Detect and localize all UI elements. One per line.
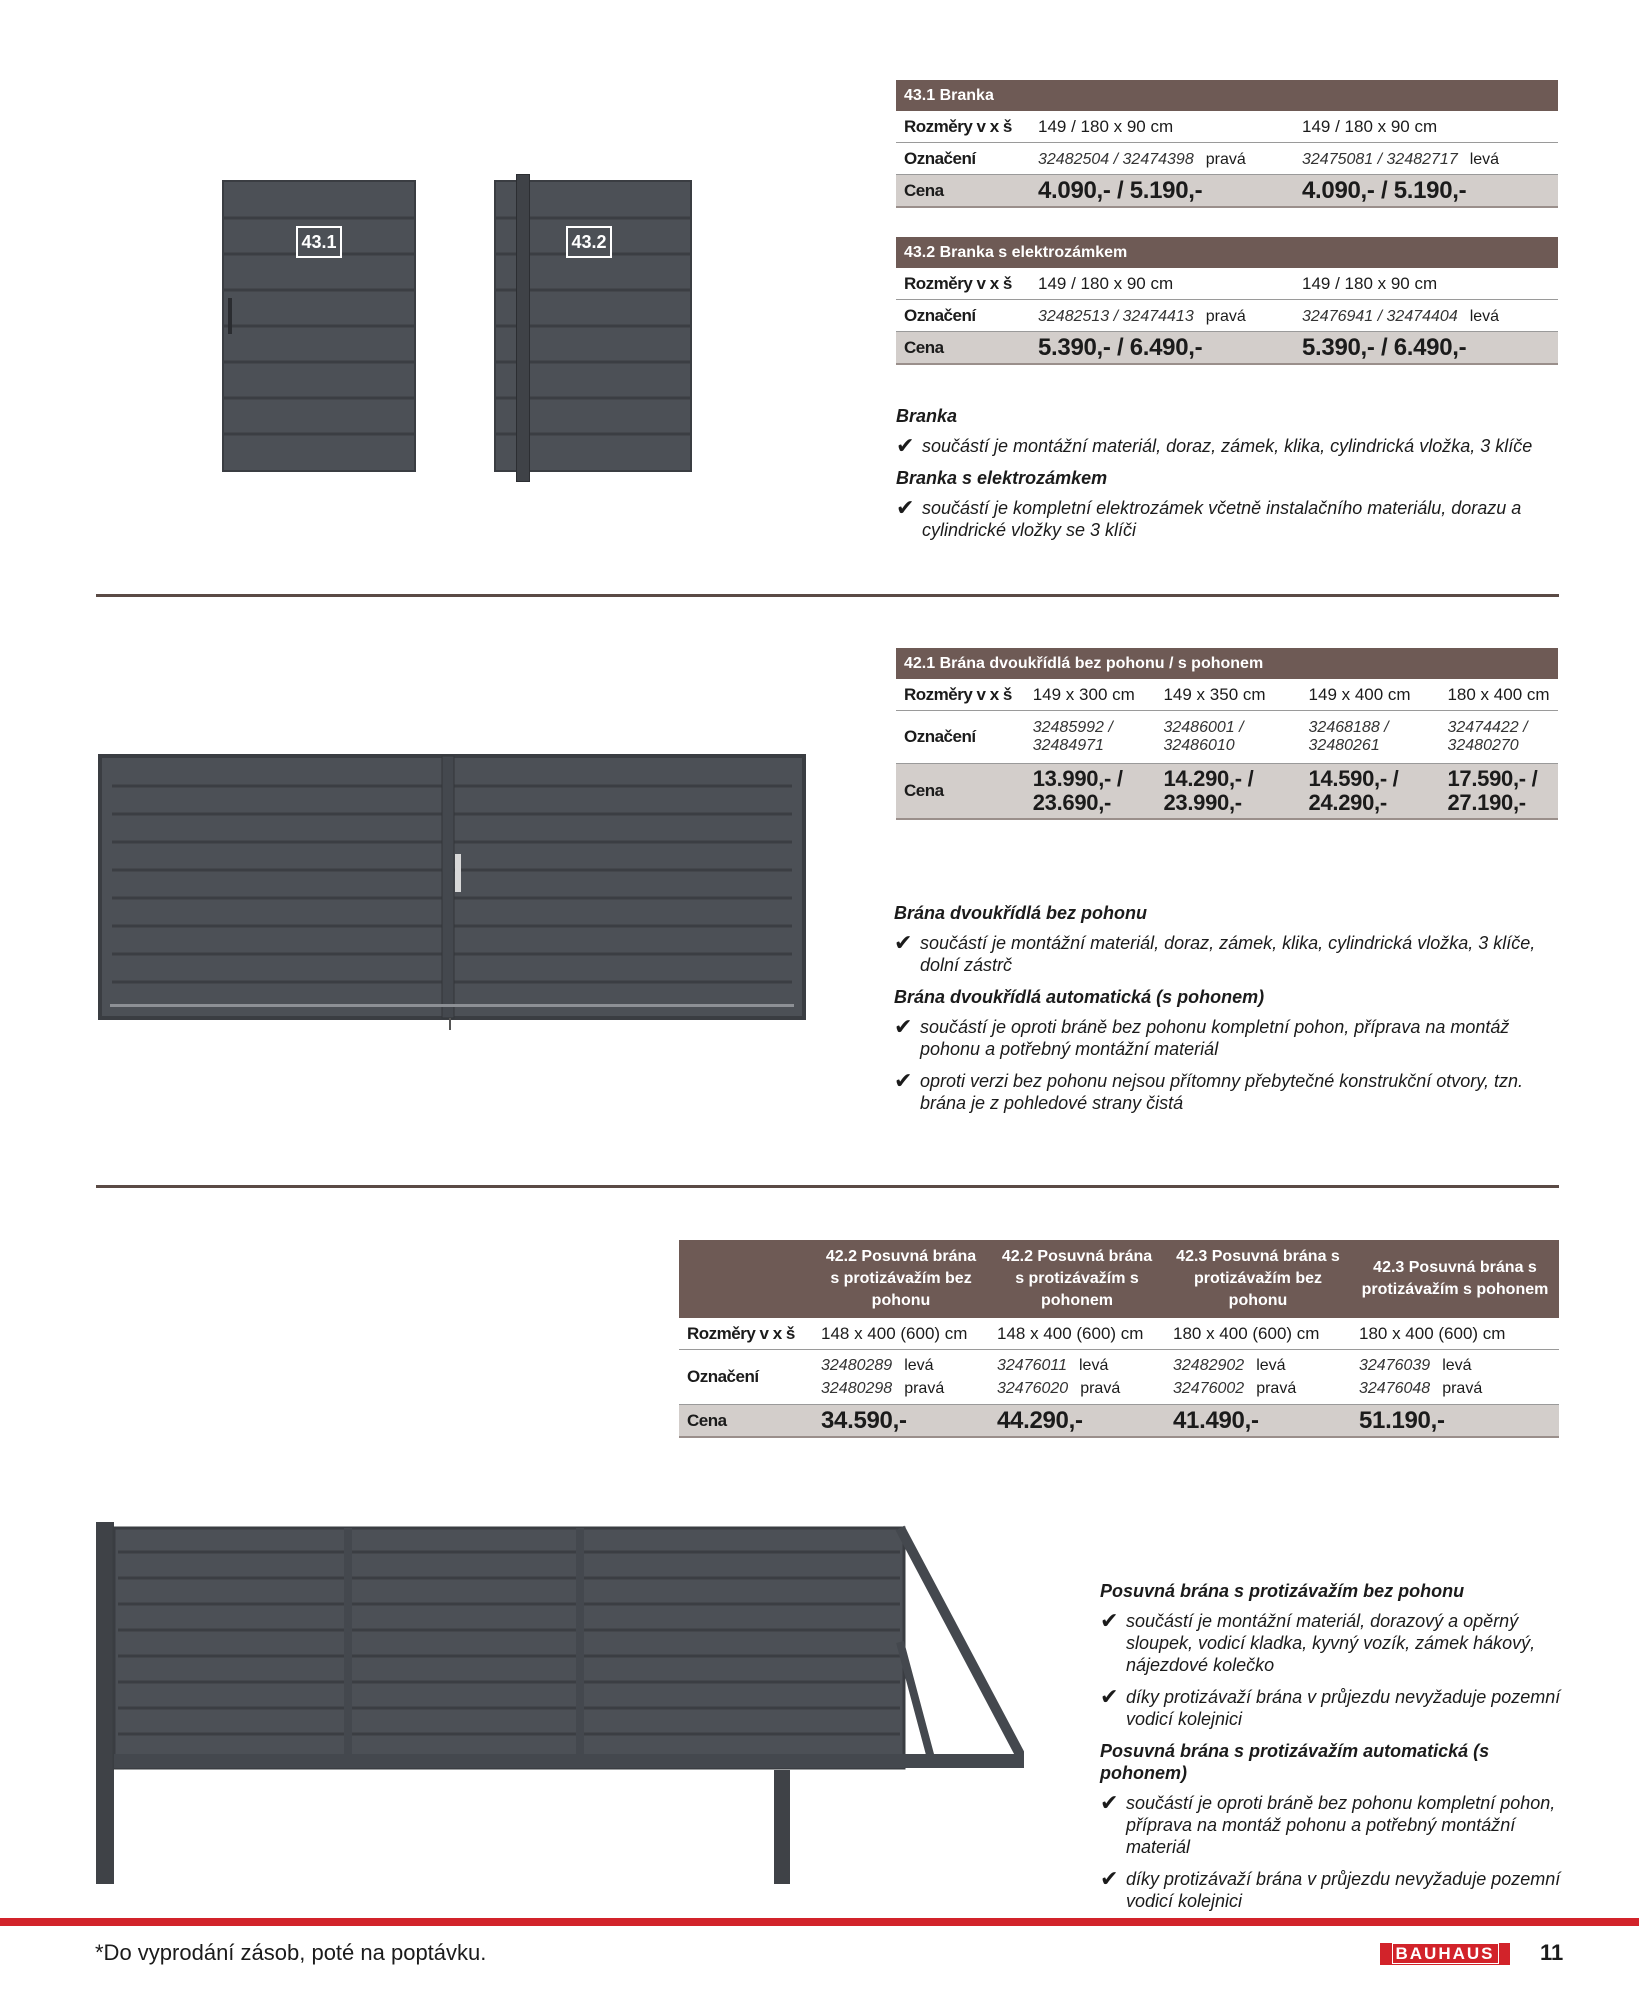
price-label: Cena xyxy=(896,764,1025,820)
section-divider xyxy=(96,1185,1559,1188)
feature-title: Posuvná brána s protizávažím automatická (s pohonem) xyxy=(1100,1741,1490,1783)
dims-cell: 149 / 180 x 90 cm xyxy=(1294,268,1558,300)
features-branka xyxy=(896,405,1556,551)
column-header: 42.3 Posuvná brána s protizávažím bez pohonu xyxy=(1165,1240,1351,1318)
column-header: 42.3 Posuvná brána s protizávažím s pohonem xyxy=(1351,1240,1559,1318)
gate-image-42-2 xyxy=(94,1522,1024,1890)
dims-cell: 180 x 400 (600) cm xyxy=(1165,1318,1351,1350)
side-label: pravá xyxy=(1205,307,1246,325)
features-posuvna-brana xyxy=(1100,1580,1565,1922)
dims-cell: 149 x 300 cm xyxy=(1025,679,1156,711)
price-label: Cena xyxy=(679,1405,813,1438)
side-label: pravá xyxy=(1205,150,1246,168)
code-label: Označení xyxy=(679,1350,813,1405)
code-cell: 32485992 / 32484971 xyxy=(1025,711,1156,764)
dims-label: Rozměry v x š xyxy=(679,1318,813,1350)
check-icon: ✔ xyxy=(1100,1790,1119,1815)
table-title: 43.2 Branka s elektrozámkem xyxy=(896,237,1558,268)
logo-text: BAUHAUS xyxy=(1392,1943,1499,1964)
gate-image-42-1 xyxy=(98,754,806,1030)
code-label: Označení xyxy=(896,143,1030,175)
dims-cell: 149 x 350 cm xyxy=(1155,679,1300,711)
code-label: Označení xyxy=(896,711,1025,764)
price-cell: 14.590,- / 24.290,- xyxy=(1301,764,1440,820)
price-cell: 17.590,- / 27.190,- xyxy=(1439,764,1558,820)
feature-title: Branka xyxy=(896,406,958,426)
side-label: levá xyxy=(1469,150,1500,168)
feature-title: Brána dvoukřídlá automatická (s pohonem) xyxy=(894,987,1265,1007)
check-icon: ✔ xyxy=(1100,1866,1119,1891)
price-cell: 51.190,- xyxy=(1351,1405,1559,1438)
features-brana xyxy=(894,902,1554,1124)
gate-image-43-1 xyxy=(222,180,416,472)
table-branka-43-1 xyxy=(896,80,1558,208)
feature-item: ✔ součástí je montážní materiál, doraz, zámek, klika, cylindrická vložka, 3 klíče xyxy=(896,433,1533,458)
check-icon: ✔ xyxy=(896,495,915,520)
feature-item: ✔ součástí je montážní materiál, doraz, zámek, klika, cylindrická vložka, 3 klíče, dolní zástrč xyxy=(894,930,1536,975)
check-icon: ✔ xyxy=(1100,1684,1119,1709)
code-label: Označení xyxy=(896,300,1030,332)
dims-cell: 180 x 400 (600) cm xyxy=(1351,1318,1559,1350)
bauhaus-logo xyxy=(1380,1943,1510,1965)
price-cell: 5.390,- / 6.490,- xyxy=(1030,332,1294,365)
price-label: Cena xyxy=(896,332,1030,365)
side-label: levá xyxy=(1469,307,1500,325)
gate-badge-43-1: 43.1 xyxy=(296,226,342,258)
check-icon: ✔ xyxy=(896,433,915,458)
feature-title: Brána dvoukřídlá bez pohonu xyxy=(894,903,1148,923)
column-header: 42.2 Posuvná brána s protizávažím s pohonem xyxy=(989,1240,1165,1318)
check-icon: ✔ xyxy=(894,930,913,955)
price-cell: 34.590,- xyxy=(813,1405,989,1438)
price-cell: 4.090,- / 5.190,- xyxy=(1030,175,1294,208)
footer-red-bar xyxy=(0,1918,1639,1926)
price-cell: 41.490,- xyxy=(1165,1405,1351,1438)
table-brana-42-1 xyxy=(896,648,1558,820)
price-cell: 13.990,- / 23.690,- xyxy=(1025,764,1156,820)
feature-item: ✔ součástí je kompletní elektrozámek včetně instalačního materiálu, dorazu a cylindrické vložky se 3 klíči xyxy=(896,495,1522,540)
price-cell: 4.090,- / 5.190,- xyxy=(1294,175,1558,208)
table-title: 43.1 Branka xyxy=(896,80,1558,111)
feature-item: ✔ součástí je montážní materiál, dorazový a opěrný sloupek, vodicí kladka, kyvný vozík, zámek hákový, nájezdové kolečko xyxy=(1100,1608,1536,1675)
check-icon: ✔ xyxy=(1100,1608,1119,1633)
feature-title: Posuvná brána s protizávažím bez pohonu xyxy=(1100,1581,1465,1601)
dims-cell: 148 x 400 (600) cm xyxy=(989,1318,1165,1350)
code-cell: 32475081 / 32482717 xyxy=(1302,150,1458,168)
dims-label: Rozměry v x š xyxy=(896,268,1030,300)
gate-badge-43-2: 43.2 xyxy=(566,226,612,258)
price-cell: 14.290,- / 23.990,- xyxy=(1155,764,1300,820)
dims-label: Rozměry v x š xyxy=(896,111,1030,143)
code-cell: 32474422 / 32480270 xyxy=(1439,711,1558,764)
table-title: 42.1 Brána dvoukřídlá bez pohonu / s pohonem xyxy=(896,648,1558,679)
code-cell: 32486001 / 32486010 xyxy=(1155,711,1300,764)
feature-title: Branka s elektrozámkem xyxy=(896,468,1108,488)
check-icon: ✔ xyxy=(894,1068,913,1093)
dims-cell: 149 / 180 x 90 cm xyxy=(1294,111,1558,143)
table-branka-43-2 xyxy=(896,237,1558,365)
gate-image-43-2 xyxy=(494,180,692,472)
page-number: 11 xyxy=(1540,1940,1564,1965)
code-cell: 32468188 / 32480261 xyxy=(1301,711,1440,764)
price-label: Cena xyxy=(896,175,1030,208)
table-posuvna-brana: 42.2 Posuvná brána s protizávažím bez pohonu 42.2 Posuvná brána s protizávažím s pohonem 42.3 Posuvná brána s protizávažím bez pohonu 42.3 Posuvná brána s protizávažím s pohonem Rozměry v x š 148 x 400 (600) cm 148 x 400 (600) cm 180 x 400 (600) cm 180 x 400 (600) cm Označení 32480289 levá 32480298 pravá 32476011 levá 32476020 pravá 32482902 levá 32476002 pravá 32476039 levá 32476048 pravá Cena 34.590,- 44.290,- 41.490,- 51.190,- xyxy=(679,1240,1559,1438)
feature-item: ✔ oproti verzi bez pohonu nejsou přítomny přebytečné konstrukční otvory, tzn. brána je z pohledové strany čistá xyxy=(894,1068,1523,1113)
dims-cell: 149 / 180 x 90 cm xyxy=(1030,111,1294,143)
feature-item: ✔ díky protizávaží brána v průjezdu nevyžaduje pozemní vodicí kolejnici xyxy=(1100,1684,1561,1729)
check-icon: ✔ xyxy=(894,1014,913,1039)
feature-item: ✔ součástí je oproti bráně bez pohonu kompletní pohon, příprava na montáž pohonu a potřebný montážní materiál xyxy=(894,1014,1510,1059)
footnote: *Do vyprodání zásob, poté na poptávku. xyxy=(95,1940,487,1965)
dims-cell: 149 / 180 x 90 cm xyxy=(1030,268,1294,300)
code-cell: 32482504 / 32474398 xyxy=(1038,150,1194,168)
feature-item: ✔ díky protizávaží brána v průjezdu nevyžaduje pozemní vodicí kolejnici xyxy=(1100,1866,1561,1911)
price-cell: 44.290,- xyxy=(989,1405,1165,1438)
price-cell: 5.390,- / 6.490,- xyxy=(1294,332,1558,365)
dims-cell: 149 x 400 cm xyxy=(1301,679,1440,711)
dims-label: Rozměry v x š xyxy=(896,679,1025,711)
dims-cell: 148 x 400 (600) cm xyxy=(813,1318,989,1350)
code-cell: 32476941 / 32474404 xyxy=(1302,307,1458,325)
feature-item: ✔ součástí je oproti bráně bez pohonu kompletní pohon, příprava na montáž pohonu a potřebný montážní materiál xyxy=(1100,1790,1556,1857)
code-cell: 32482513 / 32474413 xyxy=(1038,307,1194,325)
dims-cell: 180 x 400 cm xyxy=(1439,679,1558,711)
section-divider xyxy=(96,594,1559,597)
column-header: 42.2 Posuvná brána s protizávažím bez pohonu xyxy=(813,1240,989,1318)
